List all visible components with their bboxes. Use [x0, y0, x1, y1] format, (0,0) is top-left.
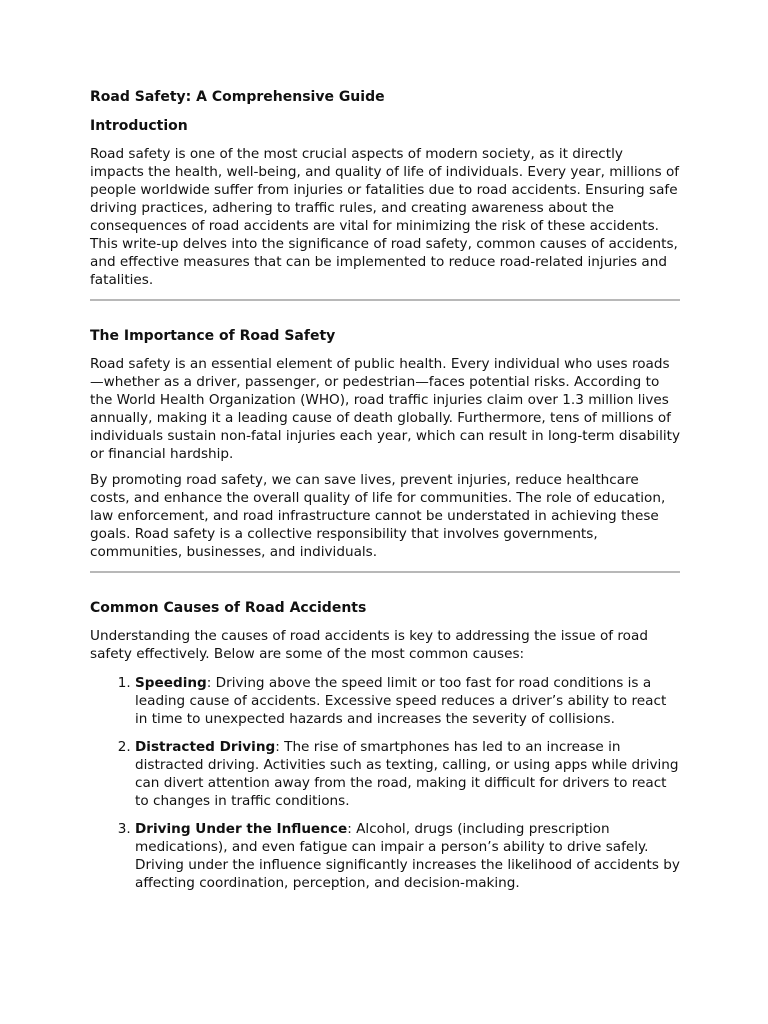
section-divider: [90, 571, 680, 573]
document-page: [90, 88, 680, 902]
intro-heading: Introduction: [90, 118, 188, 134]
causes-paragraph: Understanding the causes of road accidents is key to addressing the issue of road safety effectively. Below are some of the most common causes:: [90, 628, 648, 662]
cause-description: : The rise of smartphones has led to an increase in distracted driving. Activities such as texting, calling, or using apps while driving can divert attention away from the road, making it difficult for drivers to react to changes in traffic conditions.: [135, 739, 679, 809]
document-title: Road Safety: A Comprehensive Guide: [90, 89, 385, 105]
cause-term: Driving Under the Influence: [135, 821, 348, 837]
importance-paragraph-2: By promoting road safety, we can save lives, prevent injuries, reduce healthcare costs, and enhance the overall quality of life for communities. The role of education, law enforcement, and road infrastructure cannot be understated in achieving these goals. Road safety is a collective responsibility that involves governments, communities, businesses, and individuals.: [90, 472, 666, 560]
causes-list: [90, 674, 680, 892]
cause-description: : Alcohol, drugs (including prescription medications), and even fatigue can impair a person’s ability to drive safely. Driving under the influence significantly increases the likelihood of accidents by affecting coordination, perception, and decision-making.: [135, 821, 680, 891]
causes-heading: Common Causes of Road Accidents: [90, 600, 367, 616]
section-divider: [90, 299, 680, 301]
list-item: [135, 820, 680, 892]
importance-heading: The Importance of Road Safety: [90, 328, 336, 344]
cause-description: : Driving above the speed limit or too fast for road conditions is a leading cause of accidents. Excessive speed reduces a driver’s ability to react in time to unexpected hazards and increases the severity of collisions.: [135, 675, 667, 727]
intro-paragraph: Road safety is one of the most crucial aspects of modern society, as it directly impacts the health, well-being, and quality of life of individuals. Every year, millions of people worldwide suffer from injuries or fatalities due to road accidents. Ensuring safe driving practices, adhering to traffic rules, and creating awareness about the consequences of road accidents are vital for minimizing the risk of these accidents. This write-up delves into the significance of road safety, common causes of accidents, and effective measures that can be implemented to reduce road-related injuries and fatalities.: [90, 146, 680, 288]
cause-term: Distracted Driving: [135, 739, 276, 755]
importance-paragraph-1: Road safety is an essential element of public health. Every individual who uses roads—whether as a driver, passenger, or pedestrian—faces potential risks. According to the World Health Organization (WHO), road traffic injuries claim over 1.3 million lives annually, making it a leading cause of death globally. Furthermore, tens of millions of individuals sustain non-fatal injuries each year, which can result in long-term disability or financial hardship.: [90, 356, 681, 462]
list-item: [135, 674, 680, 728]
list-item: [135, 738, 680, 810]
cause-term: Speeding: [135, 675, 207, 691]
